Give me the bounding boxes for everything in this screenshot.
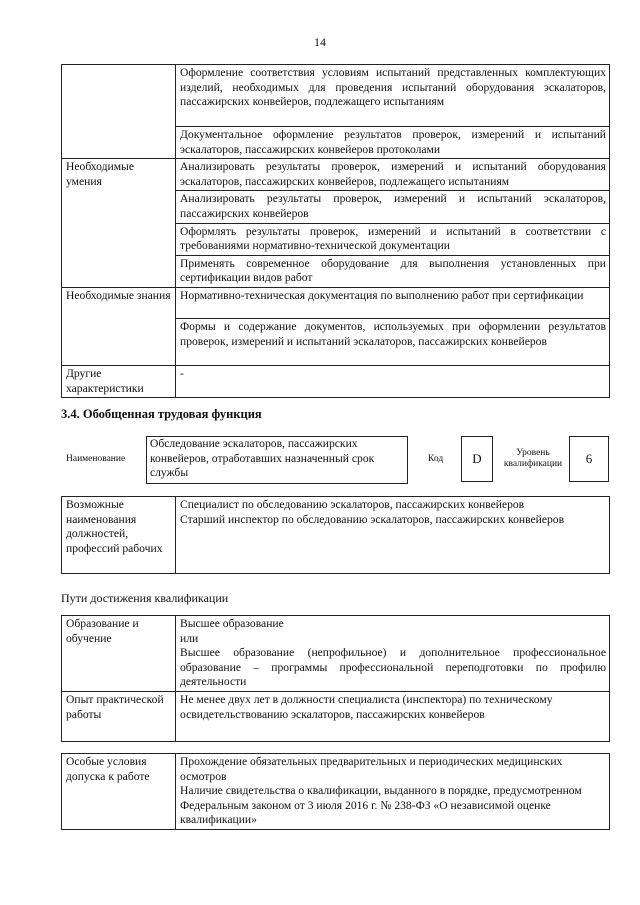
experience-label: Опыт практической работы [62,691,176,741]
level-box [569,436,609,482]
admission-values [176,754,610,830]
skill-item: Анализировать результаты проверок, измерений и испытаний эскалаторов, пассажирских конвейеров [176,191,610,223]
knowledge-label: Необходимые знания [62,287,176,365]
job-title-item: Специалист по обследованию эскалаторов, пассажирских конвейеров [180,498,525,511]
admission-line: Прохождение обязательных предварительных и периодических медицинских осмотров [180,755,563,783]
admission-line: Наличие свидетельства о квалификации, выданного в порядке, предусмотренном Федеральным законом от 3 июля 2016 г. № 238-ФЗ «О независимой оценке квалификации» [180,784,582,827]
page-number: 14 [314,35,326,49]
other-value: - [176,365,610,397]
experience-value: Не менее двух лет в должности специалиста (инспектора) по техническому освидетельствованию эскалаторов, пассажирских конвейеров [176,691,610,741]
admission-label: Особые условия допуска к работе [62,754,176,830]
job-titles-label: Возможные наименования должностей, профессий рабочих [62,497,176,574]
level-label: Уровень квалификации [503,448,563,469]
knowledge-item: Нормативно-техническая документация по выполнению работ при сертификации [176,287,610,318]
job-titles-table [61,496,610,574]
function-name-box [146,436,408,484]
level-value: 6 [585,451,593,466]
code-label: Код [428,454,444,464]
name-label: Наименование [66,454,126,464]
code-value: D [472,451,482,466]
education-values [176,616,610,692]
skill-item: Применять современное оборудование для выполнения установленных при сертификации видов работ [176,255,610,287]
skill-item: Анализировать результаты проверок, измерений и испытаний оборудования эскалаторов, пассажирских конвейеров, подлежащего испытаниям [176,159,610,191]
qualification-table [61,615,610,742]
education-label: Образование и обучение [62,616,176,692]
section-heading: 3.4. Обобщенная трудовая функция [61,407,262,421]
function-name-value: Обследование эскалаторов, пассажирских конвейеров, отработавших назначенный срок службы [150,437,375,480]
continued-label-cell [62,65,176,159]
education-line: Высшее образование (непрофильное) и дополнительное профессиональное образование – программы профессиональной переподготовки по профилю деятельности [180,646,606,689]
labor-action-item: Документальное оформление результатов проверок, измерений и испытаний эскалаторов, пассажирских конвейеров протоколами [176,127,610,159]
other-label: Другие характеристики [62,365,176,397]
job-titles-values [176,497,610,574]
job-title-item: Старший инспектор по обследованию эскалаторов, пассажирских конвейеров [180,512,565,526]
education-line: или [180,631,199,645]
code-box [461,436,493,482]
skills-label: Необходимые умения [62,159,176,288]
paths-heading: Пути достижения квалификации [61,591,229,605]
labor-action-item: Оформление соответствия условиям испытаний представленных комплектующих изделий, необходимых для проведения испытаний оборудования эскалаторов, пассажирских конвейеров, подлежащего испытаниям [176,65,610,127]
skill-item: Оформлять результаты проверок, измерений и испытаний в соответствии с требованиями нормативно-технической документации [176,223,610,255]
education-line: Высшее образование [180,617,284,630]
labor-function-table [61,64,610,398]
knowledge-item: Формы и содержание документов, используемых при оформлении результатов проверок, измерений и испытаний эскалаторов, пассажирских конвейеров [176,318,610,365]
admission-table [61,753,610,830]
